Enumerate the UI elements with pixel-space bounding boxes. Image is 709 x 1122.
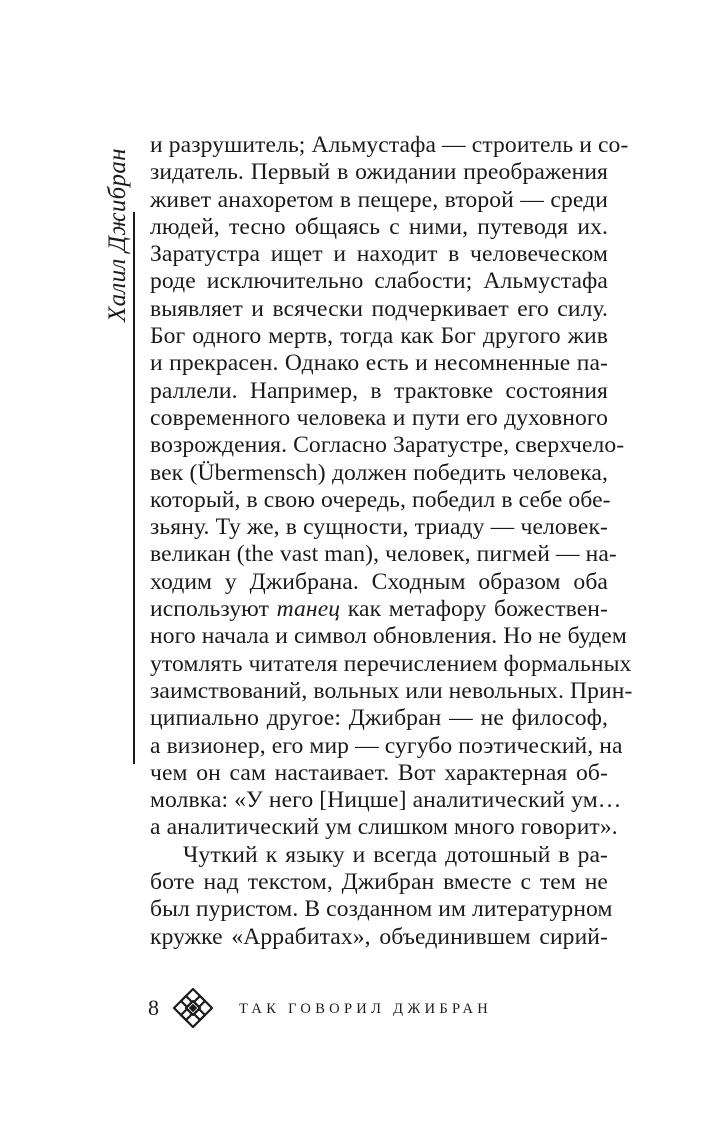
text-line: зидатель. Первый в ожидании преображения [150,159,608,186]
text-line: кружке «Аррабитах», объединившем сирий- [150,923,608,950]
text-line: молвка: «У него [Ницше] аналитический ум… [150,787,622,814]
text-line: который, в свою очередь, победил в себе обе- [150,486,611,513]
text-line: Заратустра ищет и находит в человеческом [150,241,608,268]
text-line: ципиально другое: Джибран — не философ, [150,705,608,732]
text-line: боте над текстом, Джибран вместе с тем не [150,869,608,896]
text-line: ного начала и символ обновления. Но не будем [150,623,627,650]
italic-word: танец [276,596,341,623]
text-line: чем он сам настаивает. Вот характерная об- [150,759,608,786]
body-text [150,132,633,951]
vertical-rule [133,212,135,764]
text-line: утомлять читателя перечислением формальных [150,650,632,677]
text-line: ходим у Джибрана. Сходным образом оба [150,568,608,595]
page-footer [148,986,608,1030]
text-line: а визионер, его мир — сугубо поэтический, на [150,732,623,759]
text-fragment: как метафору божествен- [340,596,608,623]
text-line: а аналитический ум слишком много говорит». [150,814,618,841]
text-line: возрождения. Согласно Заратустре, сверхчело- [150,432,625,459]
text-line-indented: Чуткий к языку и всегда дотошный в ра- [183,841,608,868]
text-line: заимствований, вольных или невольных. Прин- [150,677,633,704]
text-line: живет анахоретом в пещере, второй — среди [150,186,608,213]
running-title: ТАК ГОВОРИЛ ДЖИБРАН [239,1001,493,1017]
text-line: Бог одного мертв, тогда как Бог другого жив [150,323,608,350]
text-line: великан (the vast man), человек, пигмей — на- [150,541,617,568]
text-line: и прекрасен. Однако есть и несомненные па- [150,350,608,377]
text-line: выявляет и всячески подчеркивает его силу. [150,295,608,322]
text-line: был пуристом. В созданном им литературном [150,896,613,923]
text-fragment: используют [150,596,277,623]
author-name: Халил Джибран [104,148,131,322]
page-number: 8 [148,995,159,1020]
text-line: раллели. Например, в трактовке состояния [150,377,608,404]
text-line: век (Übermensch) должен победить человека, [150,459,608,486]
text-line: современного человека и пути его духовного [150,404,608,431]
knot-ornament-icon [171,986,215,1030]
text-line: зьяну. Ту же, в сущности, триаду — человек- [150,514,608,541]
text-line: и разрушитель; Альмустафа — строитель и со- [150,132,629,158]
text-line: людей, тесно общаясь с ними, путеводя их. [150,213,608,240]
running-head-author [85,130,131,770]
text-line: роде исключительно слабости; Альмустафа [150,268,608,295]
text-line-with-italic [150,596,608,623]
